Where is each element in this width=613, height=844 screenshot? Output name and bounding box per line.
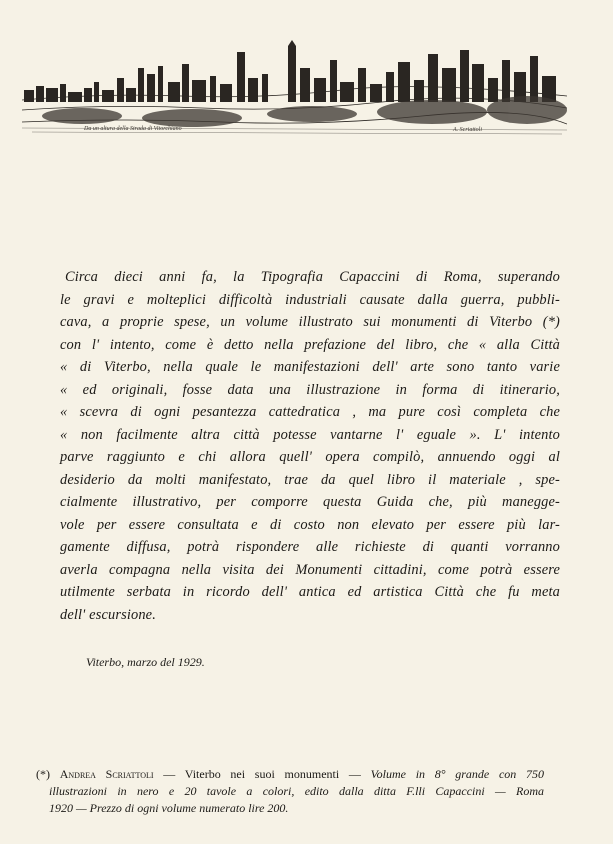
footnote-line: illustrazioni in nero e 20 tavole a colori, edito dalla ditta F.lli Capaccini — Roma bbox=[49, 784, 544, 798]
dateline: Viterbo, marzo del 1929. bbox=[86, 655, 205, 669]
paragraph-line: dell' escursione. bbox=[60, 606, 156, 623]
paragraph-line: parve raggiunto e chi allora quell' opera compilò, annuendo oggi al bbox=[60, 449, 560, 465]
artist-signature: A. Scriattoli bbox=[453, 127, 482, 133]
paragraph-line: « di Viterbo, nella quale le manifestazioni dell' arte sono tanto varie bbox=[60, 359, 560, 375]
paragraph-line: Circa dieci anni fa, la Tipografia Capaccini di Roma, superando bbox=[65, 269, 560, 285]
paragraph-line: le gravi e molteplici difficoltà industriali causate dalla guerra, pubbli- bbox=[60, 291, 560, 308]
viterbo-skyline-engraving bbox=[22, 38, 567, 138]
paragraph-line: « ed originali, fosse data una illustrazione in forma di itinerario, bbox=[60, 381, 560, 398]
paragraph-line: « non facilmente altra città potesse vantarne l' eguale ». L' intento bbox=[60, 426, 560, 443]
footnote-description: Volume in 8° grande con 750 bbox=[370, 767, 545, 781]
footnote bbox=[36, 766, 544, 817]
paragraph-line: cialmente illustrativo, per comporre questa Guida che, più manegge- bbox=[60, 494, 560, 510]
paragraph-line: con l' intento, come è detto nella prefazione del libro, che « alla Città bbox=[60, 336, 560, 353]
footnote-author: Andrea Scriattoli bbox=[59, 767, 154, 781]
paragraph-line: vole per essere consultata e di costo non elevato per essere più lar- bbox=[60, 516, 560, 533]
paragraph-line: desiderio da molti manifestato, trae da quel libro il materiale , spe- bbox=[60, 471, 560, 488]
footnote-marker: (*) bbox=[36, 767, 50, 781]
footnote-title: — Viterbo nei suoi monumenti — bbox=[153, 767, 371, 781]
paragraph-line: averla compagna nella visita dei Monumenti cittadini, come potrà essere bbox=[60, 561, 560, 578]
paragraph-line: gamente diffusa, potrà rispondere alle richieste di quanti vorranno bbox=[60, 539, 560, 555]
paragraph-line: « scevra di ogni pesantezza cattedratica , ma pure così completa che bbox=[60, 404, 560, 420]
paragraph-line: utilmente serbata in ricordo dell' antica ed artistica Città che fu meta bbox=[60, 584, 560, 600]
preface-paragraph bbox=[60, 266, 560, 626]
illustration-caption: Da un altura della Strada di Vitorchiano bbox=[84, 126, 182, 132]
footnote-line bbox=[36, 766, 544, 783]
paragraph-line: cava, a proprie spese, un volume illustrato sui monumenti di Viterbo (*) bbox=[60, 314, 560, 330]
footnote-line: 1920 — Prezzo di ogni volume numerato lire 200. bbox=[49, 801, 289, 815]
